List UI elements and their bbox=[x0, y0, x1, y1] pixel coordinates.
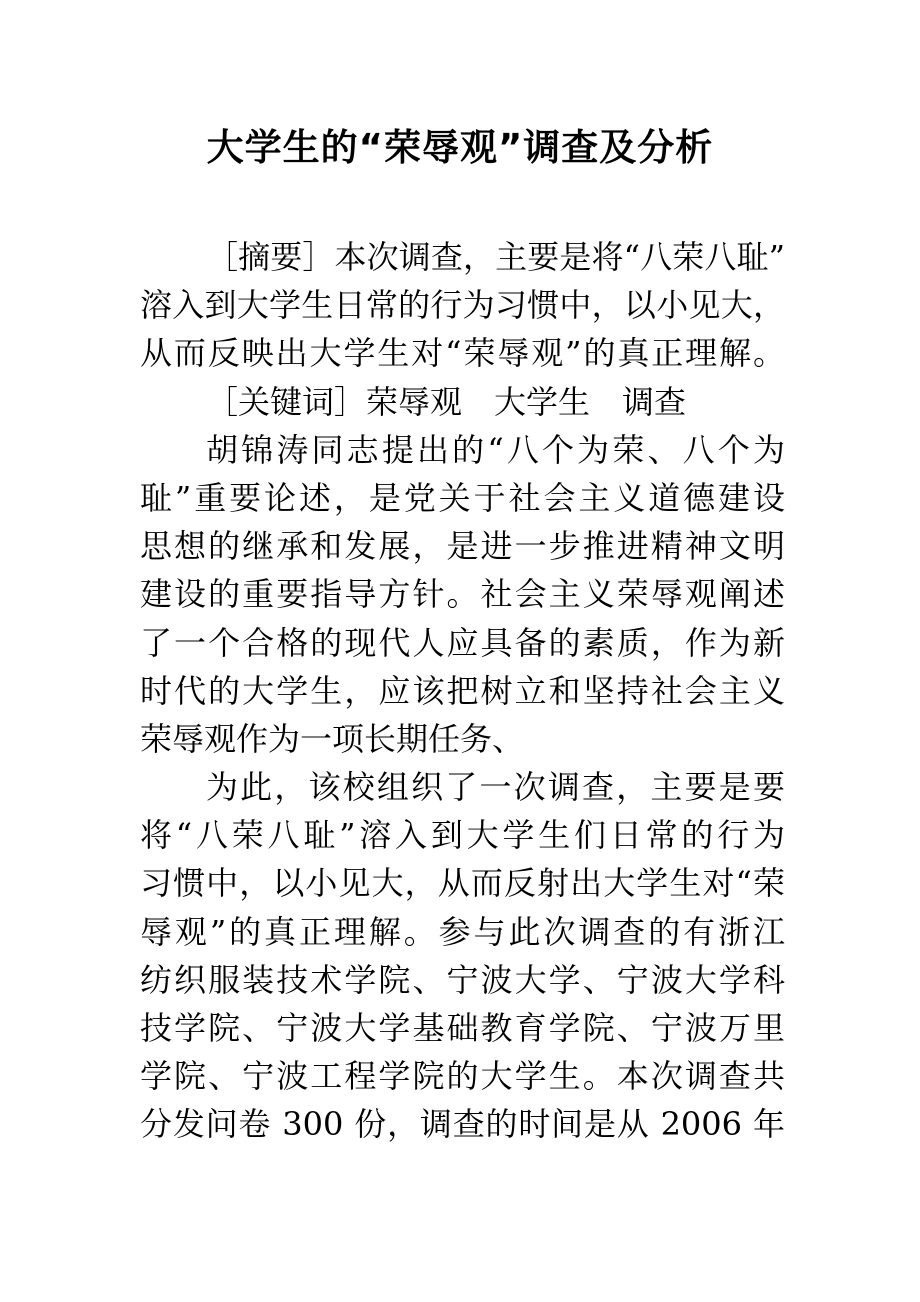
paragraph-line: 习惯中，以小见大，从而反射出大学生对“荣 bbox=[140, 864, 785, 903]
paragraph-line: 荣辱观作为一项长期任务、 bbox=[140, 719, 525, 758]
paragraph-line: 将“八荣八耻”溶入到大学生们日常的行为 bbox=[140, 816, 785, 855]
paragraph-line: 学院、宁波工程学院的大学生。本次调查共 bbox=[140, 1057, 785, 1096]
paragraph-line: 纺织服装技术学院、宁波大学、宁波大学科 bbox=[140, 960, 785, 999]
paragraph-line: 耻”重要论述，是党关于社会主义道德建设 bbox=[140, 478, 785, 517]
document-title: 大学生的“荣辱观”调查及分析 bbox=[206, 126, 714, 169]
abstract-line: 溶入到大学生日常的行为习惯中，以小见大， bbox=[140, 286, 785, 325]
paragraph-line: 了一个合格的现代人应具备的素质，作为新 bbox=[140, 623, 785, 662]
paragraph-line: 分发问卷 300 份，调查的时间是从 2006 年 bbox=[140, 1105, 785, 1144]
document-body bbox=[140, 233, 785, 1149]
paragraph-line: 建设的重要指导方针。社会主义荣辱观阐述 bbox=[140, 575, 785, 614]
paragraph-line: 思想的继承和发展，是进一步推进精神文明 bbox=[140, 527, 785, 566]
paragraph-line: 胡锦涛同志提出的“八个为荣、八个为 bbox=[206, 430, 785, 469]
paragraph-line: 为此，该校组织了一次调查，主要是要 bbox=[206, 768, 785, 807]
abstract-line: 从而反映出大学生对“荣辱观”的真正理解。 bbox=[140, 334, 785, 373]
paragraph-line: 辱观”的真正理解。参与此次调查的有浙江 bbox=[140, 912, 785, 951]
paragraph-line: 时代的大学生，应该把树立和坚持社会主义 bbox=[140, 671, 785, 710]
abstract-line: ［摘要］本次调查，主要是将“八荣八耻” bbox=[206, 238, 785, 276]
paragraph-line: 技学院、宁波大学基础教育学院、宁波万里 bbox=[140, 1009, 785, 1047]
keywords-line: ［关键词］荣辱观 大学生 调查 bbox=[206, 382, 687, 421]
